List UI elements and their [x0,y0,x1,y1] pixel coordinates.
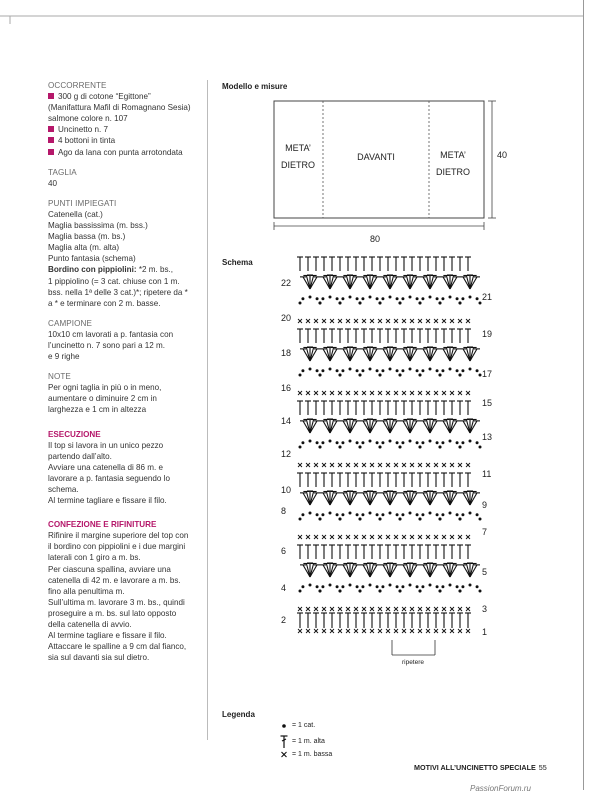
note-line: aumentare o diminuire 2 cm in [48,394,157,404]
punti-heading: PUNTI IMPIEGATI [48,198,117,208]
row-label-right: 19 [482,329,493,339]
row-label-right: 5 [482,567,488,577]
chain-symbol-icon [282,724,286,728]
campione-line: l’uncinetto n. 7 sono pari a 12 m. [48,340,165,350]
legend-double-crochet-label: = 1 m. alta [292,738,325,745]
row-label-left: 8 [281,506,287,516]
legend-single-crochet-label: = 1 m. bassa [292,751,333,758]
confezione-line: fino alla penultima m. [48,586,125,596]
materials-item-detail: salmone colore n. 107 [48,114,128,124]
esecuzione-line: Al termine tagliare e fissare il filo. [48,496,167,506]
materials-item-detail: (Manifattura Mafil di Romagnano Sesia) [48,103,191,113]
page-footer [414,763,547,772]
row-label-left: 18 [281,348,292,358]
row-label-right: 15 [482,398,493,408]
stitch-item: Maglia alta (m. alta) [48,243,120,253]
esecuzione-line: Il top si lavora in un unico pezzo [48,440,164,450]
bordino-line: Bordino con pippiolini: *2 m. bs., [48,265,174,275]
confezione-line: Attaccare le spalline a 9 cm dal fianco, [48,642,187,652]
bordino-title: Bordino con pippiolini: [48,265,137,275]
campione-heading: CAMPIONE [48,318,92,328]
width-measure: 80 [369,234,381,244]
left-back-label-1: META’ [285,143,311,153]
campione-line: e 9 righe [48,352,80,362]
page-number: 55 [538,763,547,772]
stitch-item: Punto fantasia (schema) [48,254,136,264]
note-line: larghezza e 1 cm in altezza [48,405,147,415]
row-label-right: 3 [482,604,488,614]
height-measure: 40 [497,150,508,160]
materials-item: Uncinetto n. 7 [48,124,200,135]
modello-title: Modello e misure [222,82,288,91]
footer-title: MOTIVI ALL’UNCINETTO SPECIALE [414,763,536,772]
confezione-line: il bordino con pippiolini e i due margini [48,542,186,552]
confezione-line: sia sul davanti sia sul dietro. [48,653,150,663]
row-label-left: 12 [281,449,292,459]
confezione-line: Rifinire il margine superiore del top con [48,531,189,541]
single-crochet-symbol-icon [282,752,287,757]
bordino-line: bss. nella 1ª delle 3 cat.)*; ripetere da * [48,287,188,297]
left-back-label-2: DIETRO [280,160,316,170]
schema-title: Schema [222,258,253,267]
note-heading: NOTE [48,372,71,382]
esecuzione-line: lavorare a p. fantasia seguendo lo [48,473,170,483]
taglia-value: 40 [48,178,58,188]
stitch-item: Maglia bassissima (m. bss.) [48,221,148,231]
bordino-line: 1 pippiolino (= 3 cat. chiuse con 1 m. [48,276,180,286]
legend-chain-label: = 1 cat. [292,722,316,729]
row-label-left: 4 [281,583,287,593]
bordino-line: a * e terminare con 2 m. basse. [48,298,161,308]
esecuzione-line: schema. [48,485,79,494]
row-label-left: 16 [281,383,292,393]
confezione-line: catenella di 42 m. e lavorare a m. bs. [48,575,181,585]
confezione-heading: CONFEZIONE E RIFINITURE [48,520,157,530]
watermark: PassionForum.ru [470,784,531,793]
row-label-left: 10 [281,485,292,495]
row-label-right: 17 [482,369,493,379]
confezione-line: Sull’ultima m. lavorare 3 m. bs., quindi [48,597,185,607]
stitch-item: Maglia bassa (m. bs.) [48,232,126,242]
row-label-right: 7 [482,527,488,537]
confezione-line: laterali con 1 giro a m. bs. [48,553,141,563]
right-back-label-1: META’ [440,150,466,160]
legenda-title: Legenda [222,710,255,719]
confezione-line: proseguire a m. bs. sul lato opposto [48,608,177,618]
row-label-left: 2 [281,615,287,625]
repeat-label: ripetere [401,659,425,666]
front-label: DAVANTI [357,152,395,162]
row-label-left: 20 [281,313,292,323]
stitch-item: Catenella (cat.) [48,209,103,219]
row-label-left: 22 [281,278,292,288]
row-label-left: 6 [281,546,287,556]
confezione-line: Al termine tagliare e fissare il filo. [48,631,167,641]
right-back-label-2: DIETRO [435,167,471,177]
row-label-right: 21 [482,292,493,302]
esecuzione-heading: ESECUZIONE [48,429,101,439]
note-line: Per ogni taglia in più o in meno, [48,383,162,393]
taglia-heading: TAGLIA [48,167,77,177]
row-label-right: 9 [482,500,488,510]
row-label-right: 1 [482,627,488,637]
row-label-right: 13 [482,432,493,442]
materials-item: 300 g di cotone “Egittone” [48,91,200,102]
confezione-line: Per ciascuna spallina, avviare una [48,564,171,574]
row-label-left: 14 [281,416,292,426]
double-crochet-symbol-icon [281,736,288,748]
campione-line: 10x10 cm lavorati a p. fantasia con [48,329,174,339]
occorrente-heading: OCCORRENTE [48,81,107,90]
esecuzione-line: Avviare una catenella di 86 m. e [48,462,164,472]
materials-item: 4 bottoni in tinta [48,135,200,146]
esecuzione-line: partendo dall’alto. [48,451,112,461]
materials-item: Ago da lana con punta arrotondata [48,147,200,158]
confezione-line: della catenella di avvio. [48,620,132,630]
row-label-right: 11 [482,469,492,479]
